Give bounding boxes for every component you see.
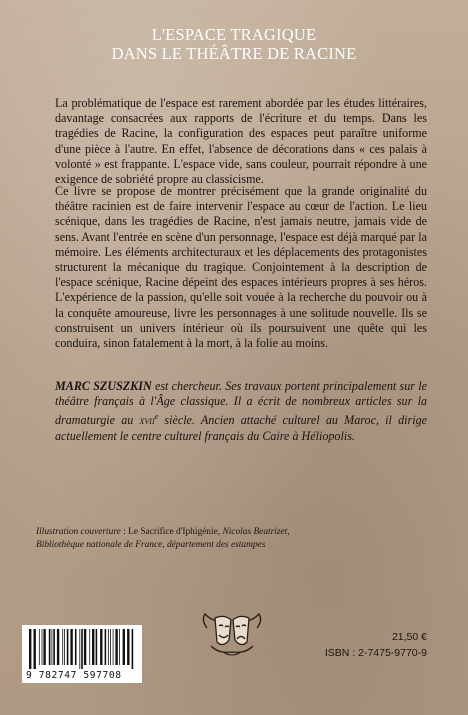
barcode-bar bbox=[29, 629, 31, 669]
barcode-bar bbox=[70, 629, 72, 665]
barcode-bar bbox=[42, 629, 43, 665]
illustration-credit bbox=[36, 526, 366, 551]
barcode-bar bbox=[39, 629, 40, 665]
blurb-paragraph-2 bbox=[55, 184, 427, 351]
barcode-bar bbox=[57, 629, 59, 665]
barcode-bar bbox=[108, 629, 109, 665]
barcode-bar bbox=[52, 629, 53, 665]
barcode-bar bbox=[113, 629, 114, 665]
price: 21,50 € bbox=[391, 631, 427, 643]
barcode-bar bbox=[100, 629, 102, 665]
barcode-bar bbox=[105, 629, 107, 665]
author-name: MARC SZUSZKIN bbox=[55, 379, 152, 393]
barcode-bar bbox=[53, 629, 55, 665]
barcode bbox=[22, 625, 142, 683]
theatre-masks-logo-icon bbox=[197, 606, 267, 658]
barcode-bar bbox=[92, 629, 94, 665]
blurb-text-2: Ce livre se propose de montrer précisément que la grande originalité du théâtre racinien est de faire intervenir l'espace au cœur de l'action. Le lieu scénique, dans les tragédies de Racine, n'est jamais neutre, jamais vide de sens. Avant l'entrée en scène d'un personnage, l'espace est déjà marqué par la mémoire. Les éléments architecturaux et les déplacements des protagonistes structurent la mécanique du tragique. Conjointement à la description de l'espace scénique, Racine dépeint des espaces intérieurs propres à ses héros. L'expérience de la passion, qu'elle soit vouée à la recherche du pouvoir ou à la conquête amoureuse, livre les personnages à une solitude nouvelle. Ils se construisent un univers intérieur où ils poursuivent une quête qui les conduira, sinon fatalement à la mort, à la folie au moins. bbox=[55, 184, 427, 351]
barcode-bar bbox=[115, 629, 117, 665]
credit-artwork: Le Sacrifice d'Iphigénie bbox=[128, 527, 218, 537]
barcode-bar bbox=[96, 629, 98, 665]
credit-label: Illustration couverture bbox=[36, 527, 121, 537]
barcode-bar bbox=[132, 629, 134, 669]
barcode-bar bbox=[64, 629, 65, 665]
barcode-bar bbox=[62, 629, 63, 665]
barcode-number: 9 782747 597708 bbox=[26, 670, 122, 681]
barcode-bar bbox=[81, 629, 83, 669]
barcode-bar bbox=[79, 629, 80, 669]
barcode-bar bbox=[49, 629, 51, 665]
barcode-bar bbox=[43, 629, 45, 665]
barcode-bar bbox=[119, 629, 120, 665]
credit-source: Bibliothèque nationale de France, département des estampes bbox=[36, 539, 266, 550]
blurb-text-1: La problématique de l'espace est rarement abordée par les études littéraires, davantage consacrées aux rapports de l'écriture et du temps. Dans les tragédies de Racine, la configuration des espaces peut paraître uniforme d'une pièce à l'autre. En effet, l'absence de décorations dans « ces palais à volonté » est frappante. L'espace vide, sans couleur, pourrait répondre à une exigence de sobriété propre au classicisme. bbox=[55, 96, 427, 187]
barcode-bar bbox=[84, 629, 86, 665]
barcode-bar bbox=[127, 629, 129, 665]
barcode-bar bbox=[123, 629, 125, 665]
credit-artist: , Nicolas Beatrizet, bbox=[217, 527, 290, 537]
title-line-1: L'ESPACE TRAGIQUE bbox=[151, 25, 317, 44]
barcode-bar bbox=[89, 629, 90, 665]
barcode-bar bbox=[110, 629, 111, 665]
barcode-bars bbox=[29, 629, 135, 669]
title-line-2: DANS LE THÉÂTRE DE RACINE bbox=[111, 44, 357, 63]
barcode-bar bbox=[34, 629, 36, 669]
barcode-bar bbox=[75, 629, 77, 665]
blurb-paragraph-1 bbox=[55, 96, 427, 187]
author-bio bbox=[55, 379, 427, 444]
credit-separator: : bbox=[120, 527, 129, 537]
barcode-bar bbox=[67, 629, 69, 665]
isbn: ISBN : 2-7475-9770-9 bbox=[324, 647, 427, 659]
author-bio-text: est chercheur. Ses travaux portent principalement sur le théâtre français à l'Âge classique. Il a écrit de nombreux articles sur la dramaturgie au xvii$^e$ siècle. Ancien attaché culturel au Maroc, il dirige actuellement le centre culturel français du Caire à Héliopolis. bbox=[55, 379, 427, 443]
book-title bbox=[0, 25, 468, 63]
